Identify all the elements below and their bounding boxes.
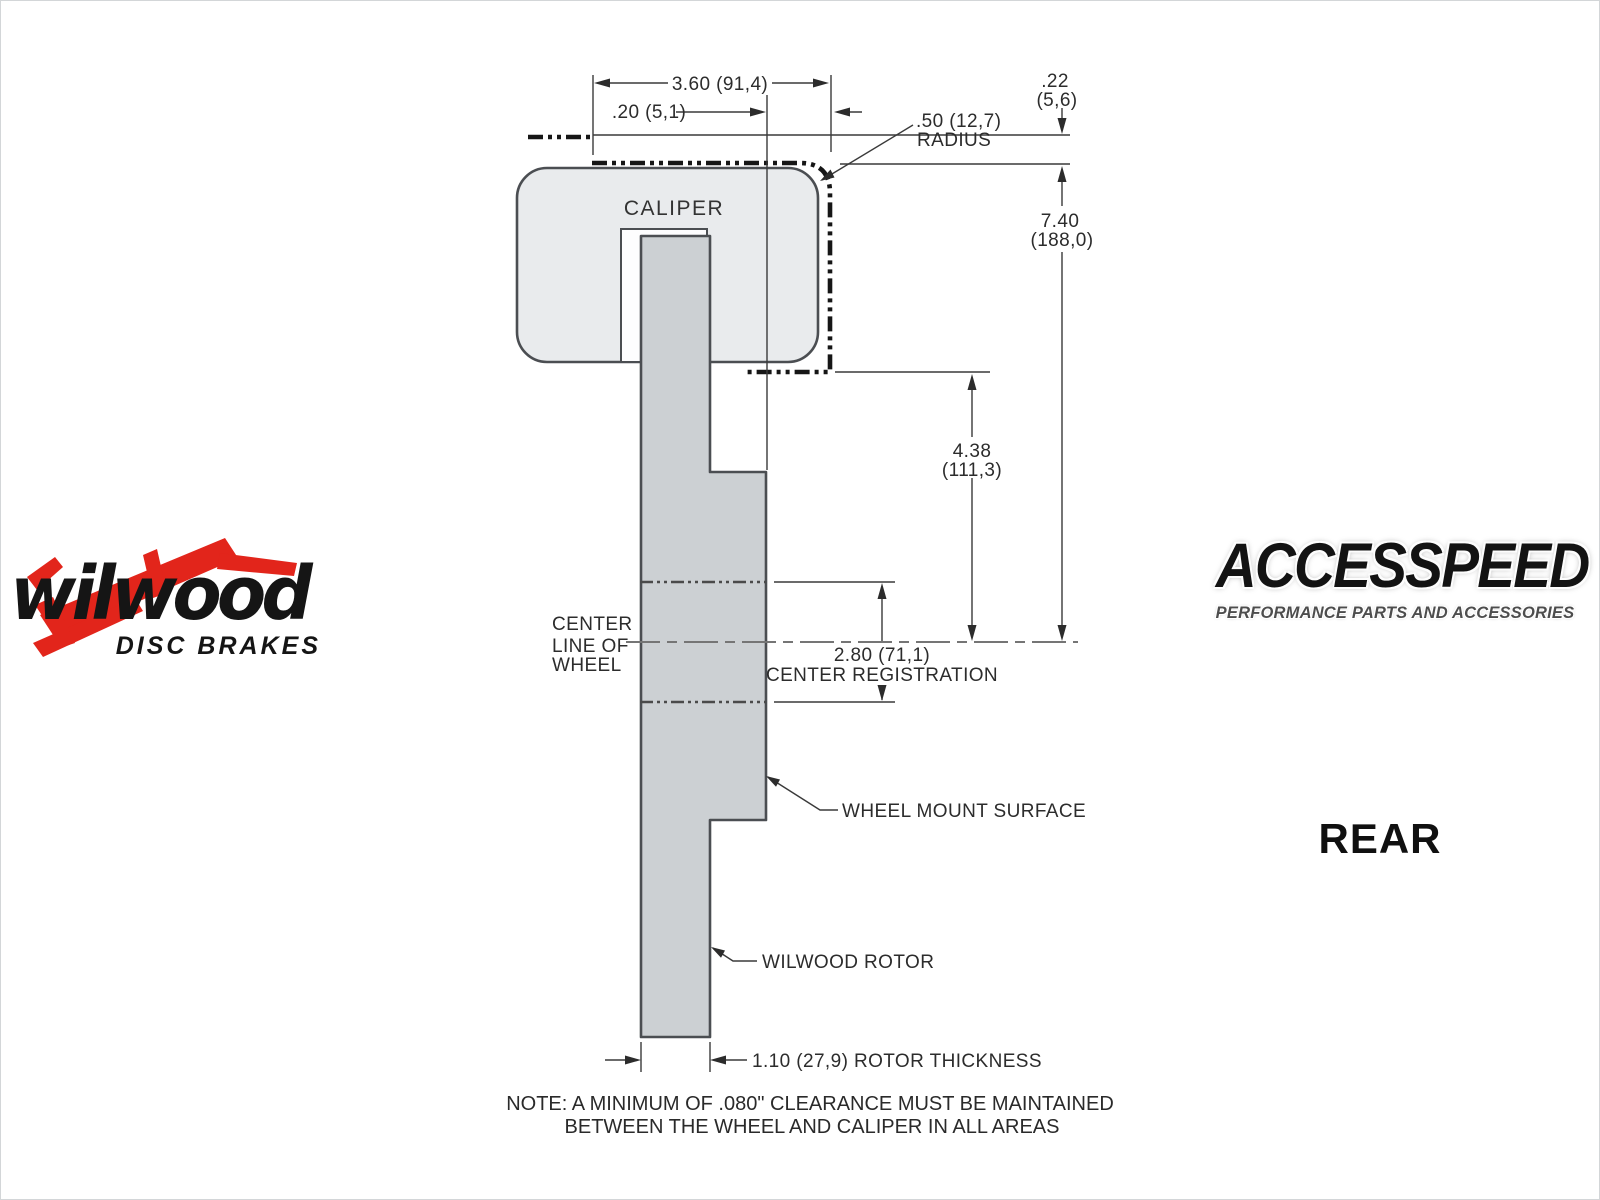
- wilwood-wordmark: wilwood: [10, 551, 308, 637]
- wilwood-tagline: DISC BRAKES: [115, 632, 321, 660]
- arrow-offset-right: [834, 108, 850, 117]
- accesspeed-wordmark: ACCESSPEED: [1215, 531, 1589, 601]
- arrow-wheel-mount-leader: [766, 776, 780, 787]
- rotor-thickness-text: 1.10 (27,9) ROTOR THICKNESS: [752, 1051, 1042, 1072]
- clearance-note-line2: BETWEEN THE WHEEL AND CALIPER IN ALL AREAS: [564, 1116, 1060, 1138]
- centerline-label-l1: CENTER: [552, 614, 633, 635]
- arrow-registration-up: [878, 583, 887, 599]
- view-label: REAR: [1318, 815, 1442, 862]
- arrow-depth-up: [968, 374, 977, 390]
- arrow-height-up: [1058, 166, 1067, 182]
- arrow-thickness-left: [625, 1056, 641, 1065]
- dim-height-text-in: 7.40: [1040, 211, 1080, 232]
- dim-caliper-width-text: 3.60 (91,4): [671, 74, 769, 95]
- dim-registration-label: CENTER REGISTRATION: [765, 665, 999, 686]
- wilwood-logo: [10, 535, 321, 670]
- accesspeed-tagline: PERFORMANCE PARTS AND ACCESSORIES: [1215, 604, 1575, 622]
- arrow-height-down: [1058, 625, 1067, 641]
- accesspeed-logo: [1195, 530, 1595, 623]
- dim-clearance-text-in: .22: [1041, 71, 1069, 92]
- leader-radius: [822, 125, 913, 180]
- arrow-thickness-right: [710, 1056, 726, 1065]
- arrow-offset-left: [750, 108, 766, 117]
- centerline-label-l2: LINE OF: [552, 636, 629, 657]
- centerline-label-l3: WHEEL: [552, 655, 622, 676]
- arrow-rotor-leader: [711, 947, 725, 958]
- dim-clearance-text-mm: (5,6): [1036, 90, 1078, 111]
- arrow-clearance-down: [1058, 118, 1067, 134]
- dim-offset-text: .20 (5,1): [611, 102, 687, 123]
- arrow-width-right: [813, 79, 829, 88]
- dim-radius-text-value: .50 (12,7): [916, 111, 1002, 132]
- arrow-registration-down: [878, 685, 887, 701]
- dim-registration-text: 2.80 (71,1): [833, 645, 931, 666]
- dim-depth-text-in: 4.38: [952, 441, 992, 462]
- caliper-label: CALIPER: [623, 197, 725, 220]
- wheel-mount-surface-label: WHEEL MOUNT SURFACE: [842, 801, 1087, 822]
- wilwood-rotor-label: WILWOOD ROTOR: [762, 952, 935, 973]
- arrow-depth-down: [968, 625, 977, 641]
- clearance-note-line1: NOTE: A MINIMUM OF .080" CLEARANCE MUST BE MAINTAINED: [506, 1093, 1114, 1115]
- dim-height-text-mm: (188,0): [1030, 230, 1094, 251]
- arrow-width-left: [594, 79, 610, 88]
- dim-radius-text-word: RADIUS: [917, 130, 992, 151]
- dim-depth-text-mm: (111,3): [941, 460, 1003, 481]
